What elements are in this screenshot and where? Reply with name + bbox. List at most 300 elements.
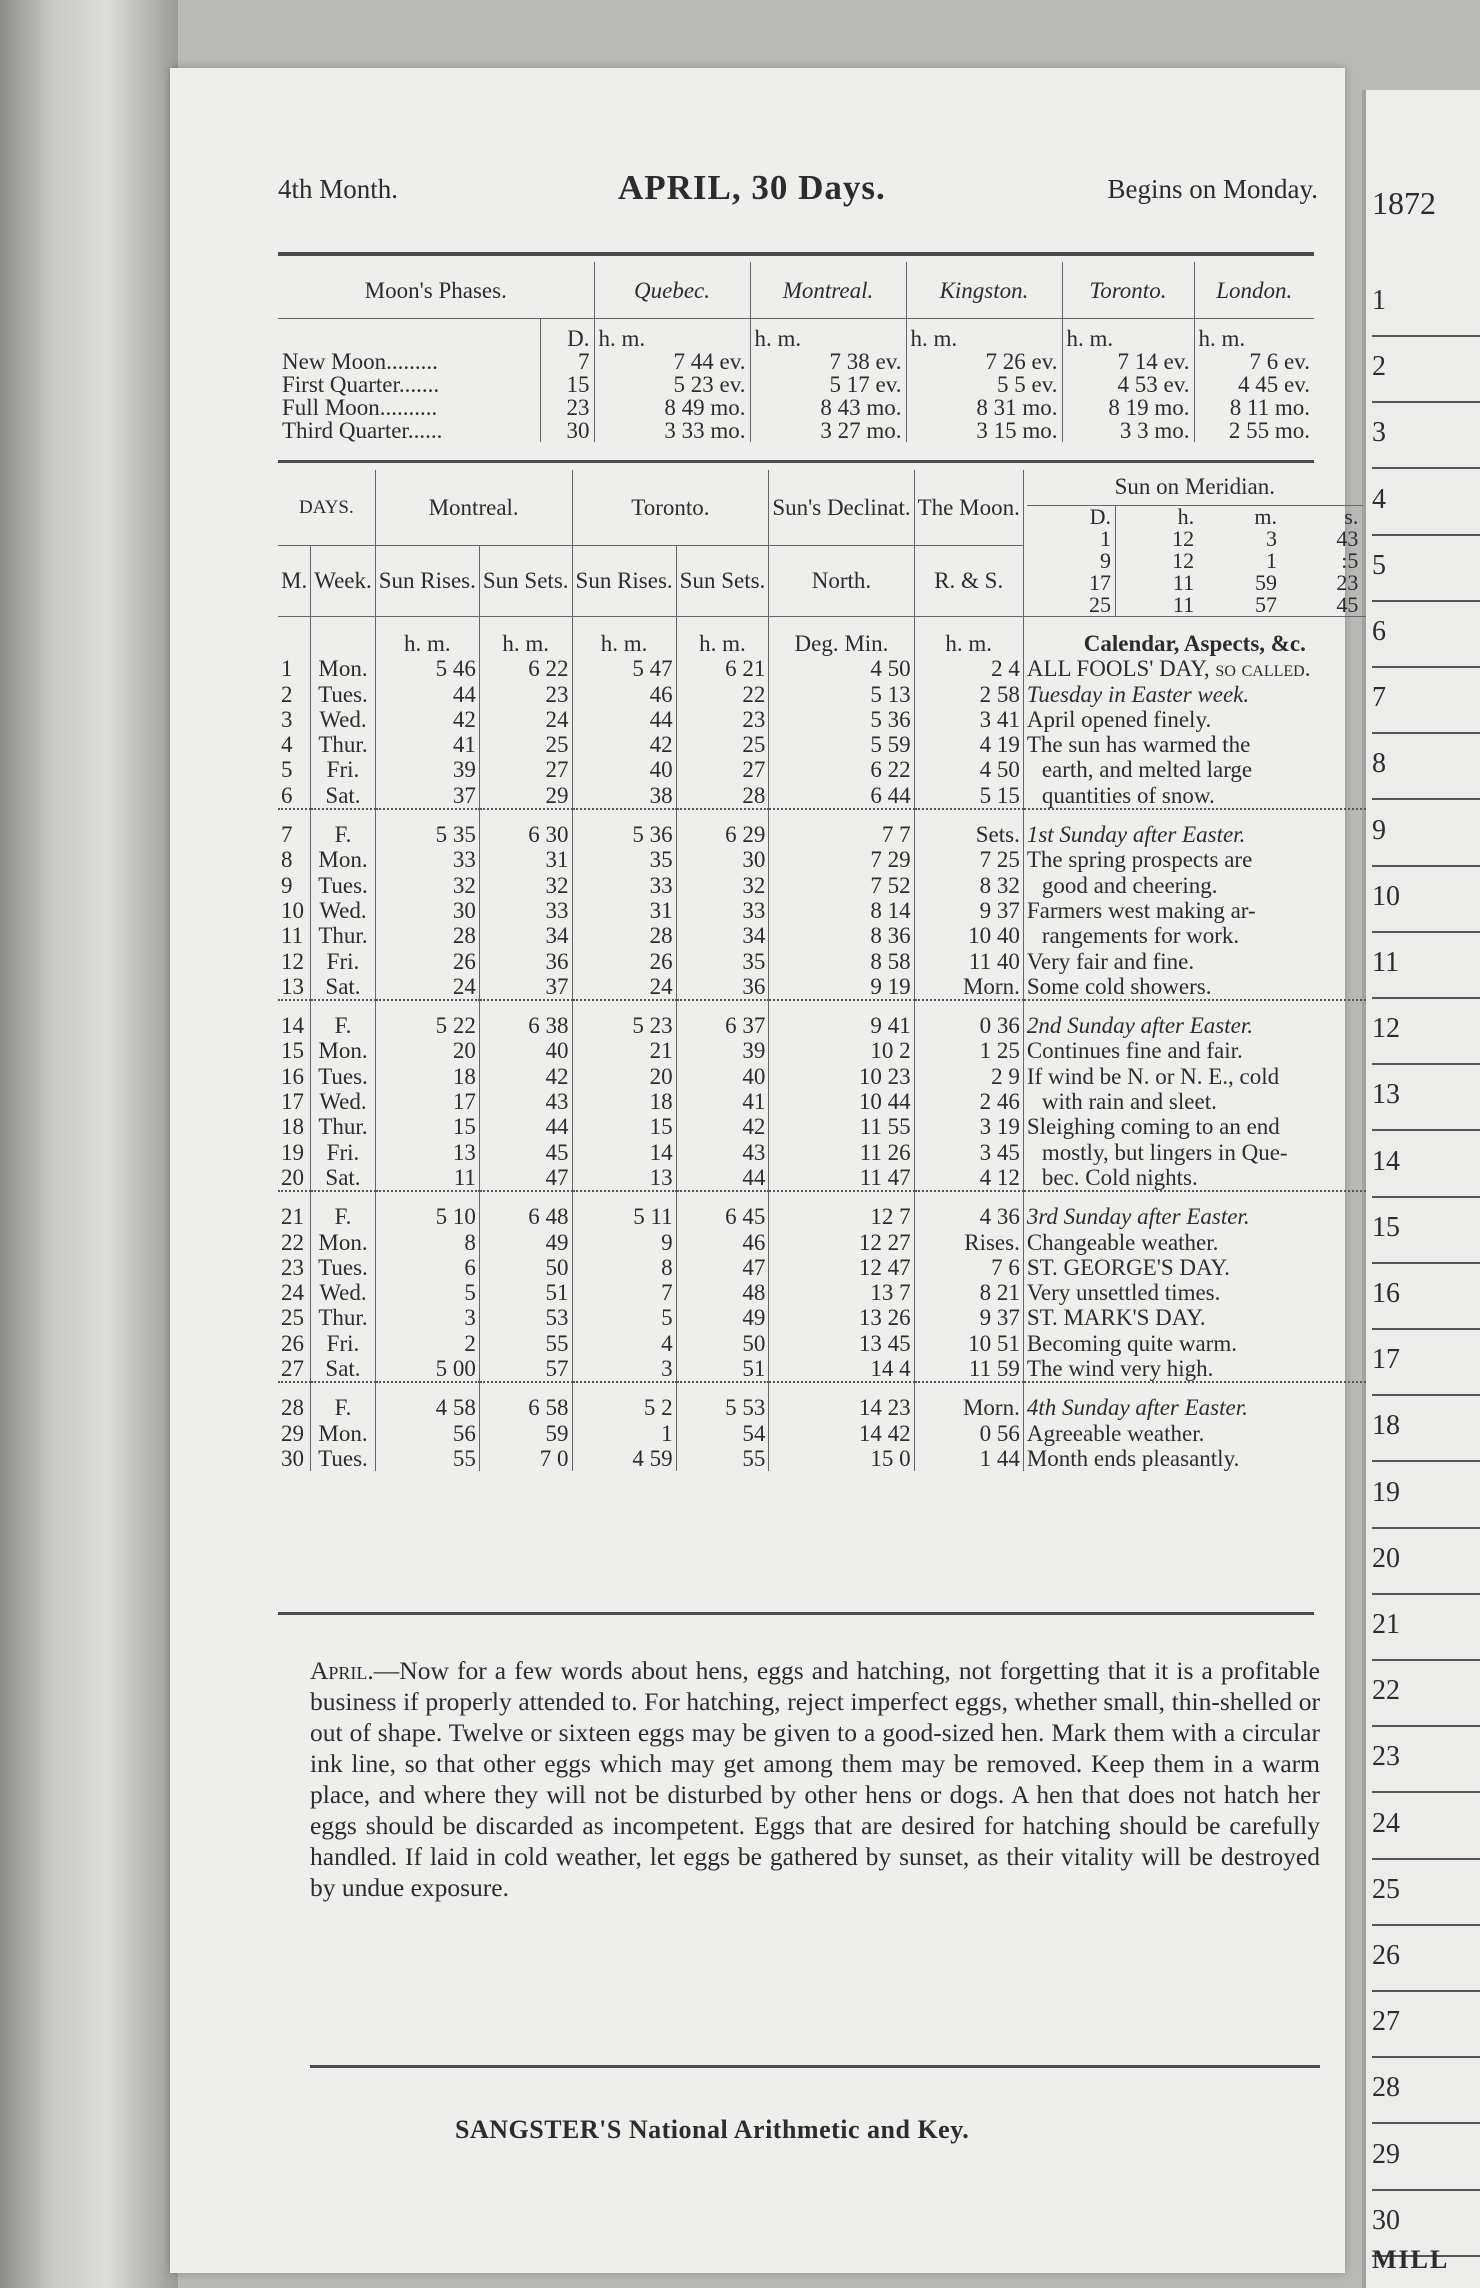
weekday: Sat. [311, 974, 376, 1000]
day-row [278, 873, 1366, 898]
quebec-header: Quebec. [594, 262, 750, 319]
toronto-rise: 13 [572, 1165, 676, 1191]
phase-time: 7 14 ev. [1062, 350, 1194, 373]
day-row [278, 1204, 1366, 1229]
weekday: F. [311, 822, 376, 847]
phase-day: 15 [540, 373, 594, 396]
moon-header: The Moon. [914, 470, 1023, 545]
phase-time: 5 17 ev. [750, 373, 906, 396]
weekday: Sat. [311, 1165, 376, 1191]
montreal-rise: 4 58 [375, 1395, 479, 1420]
day-row [278, 1356, 1366, 1382]
phase-day: 7 [540, 350, 594, 373]
weekday: Tues. [311, 1064, 376, 1089]
moon-rs: Sets. [914, 822, 1023, 847]
declination: 11 55 [769, 1114, 914, 1139]
weekday: Sat. [311, 783, 376, 809]
declination: 5 13 [769, 682, 914, 707]
calendar-note: bec. Cold nights. [1023, 1165, 1366, 1191]
calendar-note: The spring prospects are [1023, 847, 1366, 872]
montreal-rise: 11 [375, 1165, 479, 1191]
montreal-set: 23 [479, 682, 572, 707]
toronto-rise: 5 2 [572, 1395, 676, 1420]
montreal-rise: 13 [375, 1140, 479, 1165]
begins-label: Begins on Monday. [1107, 174, 1318, 204]
montreal-set: 45 [479, 1140, 572, 1165]
day-row [278, 656, 1366, 681]
week-separator [278, 1191, 1366, 1204]
day-row [278, 1089, 1366, 1114]
calendar-note: Sleighing coming to an end [1023, 1114, 1366, 1139]
next-page-day-number: 10 [1372, 881, 1480, 933]
next-page-day-number: 5 [1372, 550, 1480, 602]
toronto-set: 41 [676, 1089, 769, 1114]
toronto-set: 22 [676, 682, 769, 707]
montreal-set: 36 [479, 949, 572, 974]
day-number: 19 [281, 1139, 304, 1165]
moon-rs: 3 41 [914, 707, 1023, 732]
montreal-set: 53 [479, 1305, 572, 1330]
toronto-set: 49 [676, 1305, 769, 1330]
calendar-note: good and cheering. [1023, 873, 1366, 898]
calendar-note: 2nd Sunday after Easter. [1023, 1013, 1366, 1038]
montreal-set: 25 [479, 732, 572, 757]
toronto-set: 6 21 [676, 656, 769, 681]
montreal-rise: 5 22 [375, 1013, 479, 1038]
next-page-day-number: 28 [1372, 2072, 1480, 2124]
toronto-set: 55 [676, 1446, 769, 1471]
montreal-rise: 41 [375, 732, 479, 757]
phase-row [278, 373, 1314, 396]
toronto-set: 6 45 [676, 1204, 769, 1229]
next-page-day-number: 18 [1372, 1410, 1480, 1462]
montreal-set: 6 30 [479, 822, 572, 847]
next-page-day-number: 1 [1372, 285, 1480, 337]
day-row [278, 1305, 1366, 1330]
calendar-note: with rain and sleet. [1023, 1089, 1366, 1114]
phase-time: 8 19 mo. [1062, 396, 1194, 419]
montreal-header: Montreal. [750, 262, 906, 319]
next-page-day-number: 27 [1372, 2006, 1480, 2058]
phase-time: 7 38 ev. [750, 350, 906, 373]
toronto-sets-header: Sun Sets. [676, 545, 769, 616]
declination: 10 44 [769, 1089, 914, 1114]
phase-name: Third Quarter...... [282, 417, 443, 443]
phase-time: 8 43 mo. [750, 396, 906, 419]
moon-rs: Morn. [914, 974, 1023, 1000]
day-row [278, 682, 1366, 707]
montreal-set: 6 58 [479, 1395, 572, 1420]
calendar-note: quantities of snow. [1023, 783, 1366, 809]
next-page-day-number: 2 [1372, 351, 1480, 403]
moon-rs: 11 59 [914, 1356, 1023, 1382]
declination: 7 29 [769, 847, 914, 872]
montreal-set: 27 [479, 757, 572, 782]
montreal-rise: 28 [375, 923, 479, 948]
day-number: 25 [281, 1305, 304, 1331]
declination: 14 42 [769, 1421, 914, 1446]
toronto-rise: 35 [572, 847, 676, 872]
unit-cell: h. m. [594, 327, 750, 350]
day-row [278, 949, 1366, 974]
montreal-rise: 18 [375, 1064, 479, 1089]
weekday: Wed. [311, 1089, 376, 1114]
weekday: Wed. [311, 707, 376, 732]
phase-name: New Moon......... [282, 348, 438, 374]
phase-time: 7 44 ev. [594, 350, 750, 373]
day-row [278, 1013, 1366, 1038]
montreal-rise: 55 [375, 1446, 479, 1471]
day-row [278, 1140, 1366, 1165]
toronto-set: 27 [676, 757, 769, 782]
moon-rs: 8 21 [914, 1280, 1023, 1305]
weekday: Tues. [311, 1446, 376, 1471]
phase-name: Full Moon.......... [282, 394, 438, 420]
toronto-set: 50 [676, 1331, 769, 1356]
phase-time: 8 49 mo. [594, 396, 750, 419]
toronto-rise: 4 59 [572, 1446, 676, 1471]
toronto-rise: 33 [572, 873, 676, 898]
moon-rs: 10 40 [914, 923, 1023, 948]
moon-rs: 3 45 [914, 1140, 1023, 1165]
calendar-note: ST. MARK'S DAY. [1023, 1305, 1366, 1330]
next-page-day-number: 22 [1372, 1675, 1480, 1727]
day-number: 24 [281, 1280, 304, 1306]
montreal-set: 29 [479, 783, 572, 809]
next-page-year: 1872 [1372, 185, 1436, 221]
montreal-rise: 56 [375, 1421, 479, 1446]
units-row [278, 631, 1366, 656]
montreal-rise: 44 [375, 682, 479, 707]
toronto-set: 51 [676, 1356, 769, 1382]
day-number: 5 [281, 757, 293, 783]
toronto-rise: 46 [572, 682, 676, 707]
declination: 5 36 [769, 707, 914, 732]
april-paragraph [310, 1655, 1320, 1903]
montreal-set: 49 [479, 1230, 572, 1255]
calendar-note: April opened finely. [1023, 707, 1366, 732]
day-row [278, 1395, 1366, 1420]
toronto-rise: 3 [572, 1356, 676, 1382]
meridian-cell: 25 [1088, 594, 1111, 616]
next-page-day-number: 15 [1372, 1212, 1480, 1264]
toronto-set: 39 [676, 1038, 769, 1063]
day-number: 13 [281, 973, 304, 999]
day-number: 21 [281, 1204, 304, 1230]
weekday: Mon. [311, 1038, 376, 1063]
weekday: Tues. [311, 1255, 376, 1280]
toronto-set: 6 37 [676, 1013, 769, 1038]
book-spine [0, 0, 178, 2288]
montreal-set: 51 [479, 1280, 572, 1305]
toronto-rise: 7 [572, 1280, 676, 1305]
meridian-row [1033, 550, 1363, 572]
weekday: Mon. [311, 1230, 376, 1255]
montreal-set: 43 [479, 1089, 572, 1114]
meridian-cell: 59 [1255, 572, 1278, 594]
calendar-note: The sun has warmed the [1023, 732, 1366, 757]
moon-phases-table [278, 262, 1314, 442]
calendar-note: earth, and melted large [1023, 757, 1366, 782]
moon-rs: 5 15 [914, 783, 1023, 809]
phase-time: 3 27 mo. [750, 419, 906, 442]
toronto-set: 25 [676, 732, 769, 757]
meridian-cell: :5 [1341, 550, 1359, 572]
toronto-rise: 8 [572, 1255, 676, 1280]
phase-time: 3 3 mo. [1062, 419, 1194, 442]
day-number: 9 [281, 872, 293, 898]
toronto-set: 6 29 [676, 822, 769, 847]
weekday: Fri. [311, 1331, 376, 1356]
declination: 9 41 [769, 1013, 914, 1038]
moon-rs: 1 44 [914, 1446, 1023, 1471]
declination: 13 45 [769, 1331, 914, 1356]
phase-time: 7 26 ev. [906, 350, 1062, 373]
unit-cell: h. m. [1062, 327, 1194, 350]
declination: 11 26 [769, 1140, 914, 1165]
montreal-set: 31 [479, 847, 572, 872]
phase-time: 7 6 ev. [1194, 350, 1314, 373]
phase-time: 8 11 mo. [1194, 396, 1314, 419]
phase-row [278, 396, 1314, 419]
unit-cell: Deg. Min. [769, 631, 914, 656]
unit-cell: h. m. [479, 631, 572, 656]
day-row [278, 1280, 1366, 1305]
calendar-note: ALL FOOLS' DAY, so called. [1023, 656, 1366, 681]
toronto-rise: 5 47 [572, 656, 676, 681]
toronto-set: 54 [676, 1421, 769, 1446]
montreal-col-header: Montreal. [375, 470, 572, 545]
day-row [278, 1114, 1366, 1139]
day-row [278, 1255, 1366, 1280]
north-header: North. [769, 545, 914, 616]
meridian-cell: 11 [1115, 572, 1198, 594]
meridian-unit: m. [1254, 506, 1278, 528]
day-row [278, 1038, 1366, 1063]
declination: 7 7 [769, 822, 914, 847]
toronto-rises-header: Sun Rises. [572, 545, 676, 616]
declination: 9 19 [769, 974, 914, 1000]
calendar-note: Becoming quite warm. [1023, 1331, 1366, 1356]
calendar-note: Continues fine and fair. [1023, 1038, 1366, 1063]
day-row [278, 974, 1366, 1000]
toronto-rise: 5 36 [572, 822, 676, 847]
next-page-day-number: 25 [1372, 1874, 1480, 1926]
day-number: 29 [281, 1420, 304, 1446]
weekday: Thur. [311, 732, 376, 757]
weekday: Sat. [311, 1356, 376, 1382]
day-row [278, 1064, 1366, 1089]
weekday: Thur. [311, 923, 376, 948]
month-label: 4th Month. [278, 174, 399, 204]
day-number: 4 [281, 732, 293, 758]
montreal-set: 44 [479, 1114, 572, 1139]
montreal-set: 40 [479, 1038, 572, 1063]
montreal-rises-header: Sun Rises. [375, 545, 479, 616]
toronto-rise: 40 [572, 757, 676, 782]
montreal-set: 6 22 [479, 656, 572, 681]
table-bottom-rule [278, 1612, 1314, 1615]
day-row [278, 1331, 1366, 1356]
day-number: 27 [281, 1356, 304, 1382]
unit-cell: h. m. [1194, 327, 1314, 350]
phase-time: 5 23 ev. [594, 373, 750, 396]
montreal-set: 59 [479, 1421, 572, 1446]
montreal-set: 6 48 [479, 1204, 572, 1229]
next-page-day-number: 17 [1372, 1344, 1480, 1396]
moon-rs: 4 12 [914, 1165, 1023, 1191]
toronto-rise: 20 [572, 1064, 676, 1089]
next-page-day-number: 26 [1372, 1940, 1480, 1992]
toronto-set: 36 [676, 974, 769, 1000]
declination: 8 14 [769, 898, 914, 923]
kingston-header: Kingston. [906, 262, 1062, 319]
declination: 15 0 [769, 1446, 914, 1471]
montreal-rise: 3 [375, 1305, 479, 1330]
toronto-rise: 1 [572, 1421, 676, 1446]
toronto-rise: 26 [572, 949, 676, 974]
next-page-day-number: 29 [1372, 2139, 1480, 2191]
day-row [278, 732, 1366, 757]
calendar-note: 4th Sunday after Easter. [1023, 1395, 1366, 1420]
montreal-rise: 30 [375, 898, 479, 923]
moon-rs: 4 36 [914, 1204, 1023, 1229]
paragraph-text: —Now for a few words about hens, eggs and hatching, not forgetting that it is a profitable business if properly attended to. For hatching, reject imperfect eggs, whether small, thin-shelled or out of shape. Twelve or sixteen eggs may be given to a good-sized hen. Mark them with a circular ink line, so that other eggs which may get among them may be removed. Keep them in a warm place, and where they will not be disturbed by other hens or dogs. A hen that does not hatch her eggs should be discarded as incompetent. Eggs that are desired for hatching should be carefully handled. If laid in cold weather, let eggs be gathered by sunset, as their vitality will be destroyed by undue exposure. [310, 1656, 1320, 1902]
calendar-note: Farmers west making ar- [1023, 898, 1366, 923]
toronto-set: 30 [676, 847, 769, 872]
day-number: 3 [281, 706, 293, 732]
toronto-rise: 21 [572, 1038, 676, 1063]
montreal-rise: 2 [375, 1331, 479, 1356]
day-number: 11 [281, 923, 304, 949]
montreal-rise: 33 [375, 847, 479, 872]
toronto-set: 44 [676, 1165, 769, 1191]
weekday: Tues. [311, 682, 376, 707]
toronto-set: 33 [676, 898, 769, 923]
phase-time: 2 55 mo. [1194, 419, 1314, 442]
weekday: Mon. [311, 847, 376, 872]
weekday: Tues. [311, 873, 376, 898]
montreal-rise: 42 [375, 707, 479, 732]
toronto-rise: 38 [572, 783, 676, 809]
toronto-set: 40 [676, 1064, 769, 1089]
toronto-rise: 5 11 [572, 1204, 676, 1229]
montreal-set: 33 [479, 898, 572, 923]
meridian-table [1033, 506, 1363, 616]
next-page-day-number: 14 [1372, 1146, 1480, 1198]
moon-rs: 4 50 [914, 757, 1023, 782]
day-number: 8 [281, 847, 293, 873]
meridian-cell: 3 [1266, 528, 1278, 550]
weekday: Fri. [311, 949, 376, 974]
week-separator [278, 1000, 1366, 1013]
day-number: 17 [281, 1089, 304, 1115]
moon-rs: Rises. [914, 1230, 1023, 1255]
weekday: Thur. [311, 1114, 376, 1139]
declination-header: Sun's Declinat. [769, 470, 914, 545]
calendar-note: 3rd Sunday after Easter. [1023, 1204, 1366, 1229]
toronto-set: 23 [676, 707, 769, 732]
montreal-rise: 37 [375, 783, 479, 809]
day-row [278, 923, 1366, 948]
next-page-day-number: 23 [1372, 1741, 1480, 1793]
weekday: Wed. [311, 898, 376, 923]
montreal-rise: 5 00 [375, 1356, 479, 1382]
phases-header: Moon's Phases. [278, 262, 594, 319]
toronto-rise: 9 [572, 1230, 676, 1255]
moon-rs: 7 25 [914, 847, 1023, 872]
weekday: Thur. [311, 1305, 376, 1330]
toronto-set: 28 [676, 783, 769, 809]
phase-day: 23 [540, 396, 594, 419]
meridian-cell: 1 [1266, 550, 1278, 572]
meridian-cell: 1 [1099, 528, 1111, 550]
meridian-row [1033, 528, 1363, 550]
declination: 6 22 [769, 757, 914, 782]
montreal-rise: 32 [375, 873, 479, 898]
unit-cell: h. m. [676, 631, 769, 656]
moon-rs: 10 51 [914, 1331, 1023, 1356]
calendar-note: mostly, but lingers in Que- [1023, 1140, 1366, 1165]
montreal-set: 34 [479, 923, 572, 948]
toronto-set: 47 [676, 1255, 769, 1280]
meridian-unit: D. [1089, 506, 1111, 528]
weekday: Wed. [311, 1280, 376, 1305]
week-separator [278, 1382, 1366, 1395]
moon-rs: 3 19 [914, 1114, 1023, 1139]
next-page-footer: MILL [1372, 2245, 1450, 2274]
unit-cell: h. m. [750, 327, 906, 350]
day-number: 18 [281, 1114, 304, 1140]
meridian-cell: 45 [1336, 594, 1359, 616]
toronto-header: Toronto. [1062, 262, 1194, 319]
calendar-note: Month ends pleasantly. [1023, 1446, 1366, 1471]
montreal-rise: 5 35 [375, 822, 479, 847]
daily-table [278, 470, 1366, 1471]
meridian-cell: 12 [1115, 550, 1198, 572]
calendar-header: Calendar, Aspects, &c. [1023, 631, 1366, 656]
week-header: Week. [311, 545, 376, 616]
phase-time: 4 45 ev. [1194, 373, 1314, 396]
calendar-note: Tuesday in Easter week. [1023, 682, 1366, 707]
toronto-rise: 18 [572, 1089, 676, 1114]
next-page-day-number: 30 [1372, 2205, 1480, 2257]
meridian-cell: 9 [1099, 550, 1111, 572]
declination: 12 27 [769, 1230, 914, 1255]
meridian-cell: 23 [1336, 572, 1359, 594]
day-number: 10 [281, 897, 304, 923]
toronto-rise: 14 [572, 1140, 676, 1165]
montreal-rise: 5 10 [375, 1204, 479, 1229]
calendar-note: The wind very high. [1023, 1356, 1366, 1382]
toronto-rise: 44 [572, 707, 676, 732]
day-number: 14 [281, 1013, 304, 1039]
day-row [278, 707, 1366, 732]
day-row [278, 783, 1366, 809]
unit-cell: D. [540, 327, 594, 350]
calendar-note: Some cold showers. [1023, 974, 1366, 1000]
moon-rs: 2 58 [914, 682, 1023, 707]
moon-rs: 7 6 [914, 1255, 1023, 1280]
moon-rs: Morn. [914, 1395, 1023, 1420]
day-row [278, 1421, 1366, 1446]
toronto-rise: 5 23 [572, 1013, 676, 1038]
next-page-day-number: 19 [1372, 1477, 1480, 1529]
day-row [278, 1165, 1366, 1191]
day-number: 16 [281, 1063, 304, 1089]
day-number: 26 [281, 1330, 304, 1356]
footer-rule [310, 2065, 1320, 2068]
